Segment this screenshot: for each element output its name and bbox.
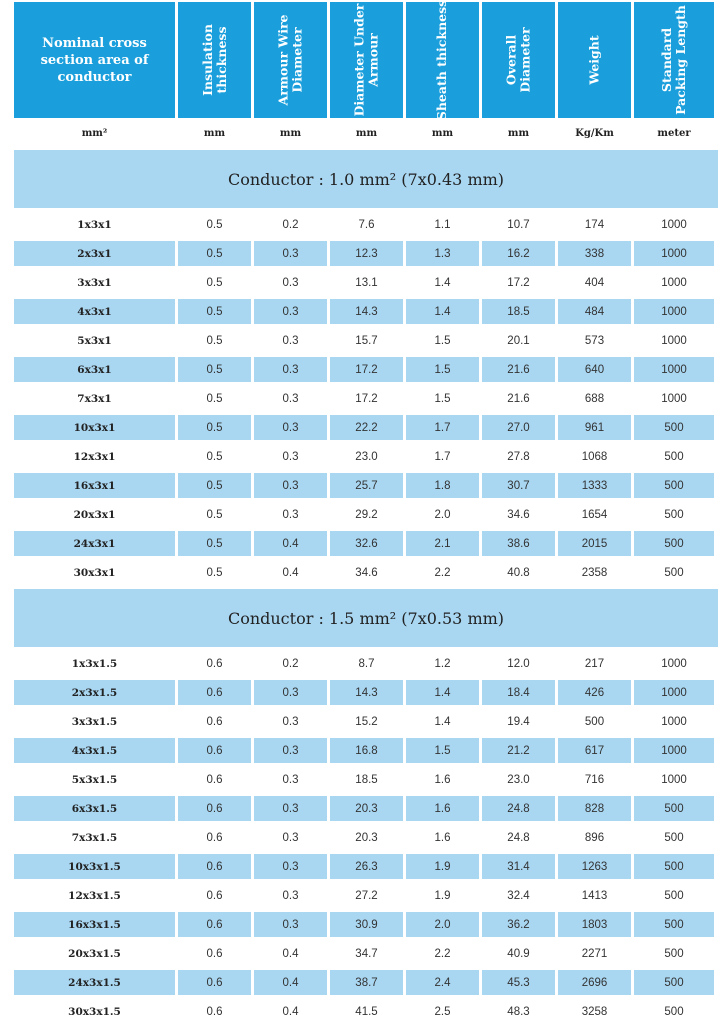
table-cell: 500 xyxy=(664,1005,684,1018)
table-row xyxy=(14,355,718,384)
row-label: 10x3x1.5 xyxy=(14,854,175,879)
section-band xyxy=(14,589,718,647)
section-title: Conductor : 1.5 mm² (7x0.53 mm) xyxy=(227,608,505,628)
table-cell: 7.6 xyxy=(358,218,375,231)
table-cell: 48.3 xyxy=(507,1005,530,1018)
table-row xyxy=(14,678,718,707)
table-cell: 34.7 xyxy=(355,947,378,960)
table-cell: 0.3 xyxy=(254,680,327,705)
table-cell: 1.6 xyxy=(434,831,451,844)
table-cell: 0.6 xyxy=(206,831,223,844)
table-cell: 961 xyxy=(558,415,631,440)
table-row xyxy=(14,239,718,268)
table-cell: 0.6 xyxy=(178,854,251,879)
table-cell: 500 xyxy=(634,415,714,440)
table-cell: 1.7 xyxy=(406,415,479,440)
table-cell: 22.2 xyxy=(330,415,403,440)
table-cell: 1000 xyxy=(661,657,687,670)
table-row xyxy=(14,765,718,794)
table-cell: 0.6 xyxy=(206,773,223,786)
table-cell: 41.5 xyxy=(355,1005,378,1018)
row-label: 7x3x1.5 xyxy=(71,831,118,844)
table-row xyxy=(14,384,718,413)
row-label: 5x3x1.5 xyxy=(71,773,118,786)
table-cell: 16.8 xyxy=(330,738,403,763)
row-label: 16x3x1 xyxy=(14,473,175,498)
table-cell: 0.6 xyxy=(178,912,251,937)
table-cell: 1000 xyxy=(634,299,714,324)
table-cell: 17.2 xyxy=(355,392,378,405)
table-cell: 19.4 xyxy=(507,715,530,728)
table-cell: 500 xyxy=(664,566,684,579)
table-cell: 1.1 xyxy=(434,218,451,231)
table-cell: 0.4 xyxy=(282,947,299,960)
table-cell: 1.4 xyxy=(406,680,479,705)
table-cell: 0.3 xyxy=(282,392,299,405)
table-cell: 10.7 xyxy=(507,218,530,231)
table-cell: 8.7 xyxy=(358,657,375,670)
table-row xyxy=(14,968,718,997)
table-cell: 500 xyxy=(634,854,714,879)
table-cell: 0.3 xyxy=(282,889,299,902)
table-cell: 18.5 xyxy=(482,299,555,324)
table-cell: 2271 xyxy=(581,947,608,960)
table-cell: 2.4 xyxy=(406,970,479,995)
table-cell: 26.3 xyxy=(330,854,403,879)
table-cell: 500 xyxy=(634,912,714,937)
table-cell: 30.9 xyxy=(330,912,403,937)
row-label: 2x3x1 xyxy=(14,241,175,266)
table-cell: 0.3 xyxy=(254,473,327,498)
table-cell: 2696 xyxy=(558,970,631,995)
row-label: 12x3x1 xyxy=(73,450,116,463)
table-cell: 34.6 xyxy=(507,508,530,521)
table-cell: 1654 xyxy=(581,508,608,521)
table-cell: 20.3 xyxy=(330,796,403,821)
table-cell: 500 xyxy=(584,715,605,728)
table-cell: 0.5 xyxy=(206,392,223,405)
table-cell: 2.5 xyxy=(434,1005,451,1018)
table-cell: 1.2 xyxy=(434,657,451,670)
table-cell: 0.5 xyxy=(178,415,251,440)
header-insulation-thickness: Insulation thickness xyxy=(178,2,251,118)
table-cell: 1.4 xyxy=(434,715,451,728)
table-cell: 45.3 xyxy=(482,970,555,995)
table-row xyxy=(14,471,718,500)
table-cell: 23.0 xyxy=(507,773,530,786)
header-overall-diameter: Overall Diameter xyxy=(482,2,555,118)
table-cell: 40.9 xyxy=(507,947,530,960)
table-cell: 0.3 xyxy=(282,715,299,728)
table-cell: 34.6 xyxy=(355,566,378,579)
table-cell: 500 xyxy=(634,970,714,995)
table-cell: 1000 xyxy=(634,680,714,705)
table-row xyxy=(14,413,718,442)
table-cell: 338 xyxy=(558,241,631,266)
units-row xyxy=(14,118,718,148)
table-row xyxy=(14,649,718,678)
unit-cell: mm xyxy=(431,127,454,139)
table-cell: 573 xyxy=(584,334,605,347)
row-label: 16x3x1.5 xyxy=(14,912,175,937)
table-cell: 500 xyxy=(664,947,684,960)
row-label: 4x3x1 xyxy=(14,299,175,324)
table-cell: 0.2 xyxy=(282,657,299,670)
table-cell: 1.8 xyxy=(406,473,479,498)
row-label: 6x3x1.5 xyxy=(14,796,175,821)
table-cell: 27.8 xyxy=(507,450,530,463)
table-header xyxy=(14,0,718,121)
table-cell: 0.3 xyxy=(282,831,299,844)
table-cell: 500 xyxy=(664,831,684,844)
table-cell: 0.3 xyxy=(282,508,299,521)
table-cell: 0.6 xyxy=(206,947,223,960)
table-cell: 0.3 xyxy=(254,299,327,324)
table-cell: 2358 xyxy=(581,566,608,579)
table-cell: 0.6 xyxy=(206,657,223,670)
table-cell: 0.5 xyxy=(178,473,251,498)
table-cell: 0.5 xyxy=(206,566,223,579)
table-cell: 0.6 xyxy=(206,889,223,902)
table-cell: 0.5 xyxy=(206,450,223,463)
table-row xyxy=(14,939,718,968)
table-cell: 1000 xyxy=(634,241,714,266)
table-cell: 27.2 xyxy=(355,889,378,902)
table-cell: 1000 xyxy=(661,334,687,347)
table-cell: 0.3 xyxy=(282,334,299,347)
header-armour-wire-diameter: Armour Wire Diameter xyxy=(254,2,327,118)
table-cell: 1.6 xyxy=(406,796,479,821)
row-label: 30x3x1.5 xyxy=(68,1005,121,1018)
table-row xyxy=(14,500,718,529)
table-row xyxy=(14,268,718,297)
table-cell: 2.0 xyxy=(406,912,479,937)
table-cell: 0.4 xyxy=(282,566,299,579)
table-row xyxy=(14,736,718,765)
table-cell: 29.2 xyxy=(355,508,378,521)
table-body xyxy=(14,150,718,1026)
table-cell: 484 xyxy=(558,299,631,324)
row-label: 12x3x1.5 xyxy=(68,889,121,902)
table-cell: 32.6 xyxy=(330,531,403,556)
table-cell: 500 xyxy=(634,531,714,556)
cable-spec-table xyxy=(14,2,718,1026)
table-row xyxy=(14,558,718,587)
table-cell: 0.4 xyxy=(282,1005,299,1018)
table-cell: 1.9 xyxy=(406,854,479,879)
table-cell: 0.5 xyxy=(206,334,223,347)
table-cell: 0.3 xyxy=(254,241,327,266)
table-cell: 1068 xyxy=(581,450,608,463)
table-cell: 1.4 xyxy=(406,299,479,324)
unit-cell: Kg/Km xyxy=(575,127,614,139)
table-cell: 1333 xyxy=(558,473,631,498)
table-cell: 0.4 xyxy=(254,970,327,995)
row-label: 24x3x1.5 xyxy=(14,970,175,995)
table-cell: 828 xyxy=(558,796,631,821)
table-cell: 0.2 xyxy=(282,218,299,231)
table-cell: 24.8 xyxy=(482,796,555,821)
table-cell: 2.1 xyxy=(406,531,479,556)
table-cell: 21.6 xyxy=(507,392,530,405)
table-cell: 716 xyxy=(584,773,605,786)
row-label: 10x3x1 xyxy=(14,415,175,440)
row-label: 1x3x1 xyxy=(77,218,112,231)
table-cell: 1803 xyxy=(558,912,631,937)
table-cell: 1.3 xyxy=(406,241,479,266)
table-cell: 2.0 xyxy=(434,508,451,521)
table-cell: 18.5 xyxy=(355,773,378,786)
table-row xyxy=(14,210,718,239)
table-cell: 16.2 xyxy=(482,241,555,266)
table-cell: 0.3 xyxy=(254,796,327,821)
table-cell: 1000 xyxy=(661,773,687,786)
table-cell: 27.0 xyxy=(482,415,555,440)
table-row xyxy=(14,852,718,881)
table-row xyxy=(14,794,718,823)
table-cell: 2.2 xyxy=(434,566,451,579)
row-label: 7x3x1 xyxy=(77,392,112,405)
table-cell: 24.8 xyxy=(507,831,530,844)
table-cell: 14.3 xyxy=(330,680,403,705)
table-cell: 15.2 xyxy=(355,715,378,728)
table-cell: 17.2 xyxy=(507,276,530,289)
table-cell: 1000 xyxy=(661,715,687,728)
table-row xyxy=(14,529,718,558)
table-row xyxy=(14,297,718,326)
table-cell: 0.6 xyxy=(178,680,251,705)
row-label: 24x3x1 xyxy=(14,531,175,556)
table-cell: 23.0 xyxy=(355,450,378,463)
table-cell: 1.5 xyxy=(406,738,479,763)
table-cell: 0.3 xyxy=(254,357,327,382)
table-cell: 1000 xyxy=(634,357,714,382)
table-row xyxy=(14,326,718,355)
table-cell: 0.3 xyxy=(254,912,327,937)
table-cell: 30.7 xyxy=(482,473,555,498)
table-cell: 12.0 xyxy=(507,657,530,670)
row-label: 20x3x1.5 xyxy=(68,947,121,960)
row-label: 1x3x1.5 xyxy=(71,657,118,670)
table-cell: 500 xyxy=(664,508,684,521)
table-cell: 0.5 xyxy=(178,357,251,382)
row-label: 20x3x1 xyxy=(73,508,116,521)
unit-cell: mm xyxy=(507,127,530,139)
table-cell: 1.5 xyxy=(434,392,451,405)
table-cell: 25.7 xyxy=(330,473,403,498)
table-cell: 0.5 xyxy=(178,531,251,556)
row-label: 2x3x1.5 xyxy=(14,680,175,705)
table-cell: 174 xyxy=(584,218,605,231)
table-cell: 31.4 xyxy=(482,854,555,879)
table-row xyxy=(14,910,718,939)
table-cell: 1263 xyxy=(558,854,631,879)
table-cell: 640 xyxy=(558,357,631,382)
table-cell: 404 xyxy=(584,276,605,289)
table-cell: 1.9 xyxy=(434,889,451,902)
table-cell: 17.2 xyxy=(330,357,403,382)
unit-cell: mm xyxy=(203,127,226,139)
unit-cell: meter xyxy=(657,127,691,139)
table-cell: 1000 xyxy=(634,738,714,763)
unit-cell: mm xyxy=(355,127,378,139)
table-cell: 38.6 xyxy=(482,531,555,556)
table-cell: 0.5 xyxy=(206,276,223,289)
table-cell: 0.3 xyxy=(282,450,299,463)
table-cell: 14.3 xyxy=(330,299,403,324)
table-cell: 32.4 xyxy=(507,889,530,902)
table-cell: 896 xyxy=(584,831,605,844)
table-cell: 500 xyxy=(664,889,684,902)
table-cell: 1.5 xyxy=(434,334,451,347)
table-cell: 38.7 xyxy=(330,970,403,995)
section-title: Conductor : 1.0 mm² (7x0.43 mm) xyxy=(227,169,505,189)
table-cell: 500 xyxy=(664,450,684,463)
table-cell: 0.3 xyxy=(254,854,327,879)
table-cell: 0.5 xyxy=(178,241,251,266)
table-cell: 0.5 xyxy=(206,218,223,231)
table-cell: 1000 xyxy=(661,218,687,231)
table-cell: 1413 xyxy=(581,889,608,902)
table-cell: 0.6 xyxy=(178,738,251,763)
table-cell: 15.7 xyxy=(355,334,378,347)
unit-cell: mm xyxy=(279,127,302,139)
table-cell: 0.6 xyxy=(206,1005,223,1018)
table-cell: 0.6 xyxy=(206,715,223,728)
table-cell: 0.3 xyxy=(254,415,327,440)
row-label: 3x3x1.5 xyxy=(71,715,118,728)
table-row xyxy=(14,707,718,736)
table-cell: 1.7 xyxy=(434,450,451,463)
row-label: 30x3x1 xyxy=(73,566,116,579)
row-label: 3x3x1 xyxy=(77,276,112,289)
table-cell: 0.5 xyxy=(178,299,251,324)
table-cell: 426 xyxy=(558,680,631,705)
table-cell: 0.6 xyxy=(178,796,251,821)
table-cell: 500 xyxy=(634,473,714,498)
table-cell: 0.3 xyxy=(254,738,327,763)
header-sheath-thickness: Sheath thickness xyxy=(406,2,479,118)
table-cell: 0.4 xyxy=(254,531,327,556)
table-cell: 2015 xyxy=(558,531,631,556)
table-cell: 21.2 xyxy=(482,738,555,763)
section-band xyxy=(14,150,718,208)
table-cell: 1000 xyxy=(661,276,687,289)
table-cell: 36.2 xyxy=(482,912,555,937)
table-cell: 0.6 xyxy=(178,970,251,995)
table-cell: 1.6 xyxy=(434,773,451,786)
table-cell: 688 xyxy=(584,392,605,405)
unit-cell: mm² xyxy=(81,127,108,139)
table-row xyxy=(14,997,718,1026)
table-cell: 617 xyxy=(558,738,631,763)
table-cell: 18.4 xyxy=(482,680,555,705)
table-cell: 20.3 xyxy=(355,831,378,844)
row-label: 6x3x1 xyxy=(14,357,175,382)
header-weight: Weight xyxy=(558,2,631,118)
table-cell: 1.4 xyxy=(434,276,451,289)
table-cell: 40.8 xyxy=(507,566,530,579)
row-label: 5x3x1 xyxy=(77,334,112,347)
table-cell: 0.5 xyxy=(206,508,223,521)
row-label: 4x3x1.5 xyxy=(14,738,175,763)
table-cell: 0.3 xyxy=(282,276,299,289)
table-cell: 13.1 xyxy=(355,276,378,289)
table-cell: 1.5 xyxy=(406,357,479,382)
table-cell: 1000 xyxy=(661,392,687,405)
table-row xyxy=(14,881,718,910)
table-cell: 21.6 xyxy=(482,357,555,382)
header-diameter-under-armour: Diameter Under Armour xyxy=(330,2,403,118)
table-row xyxy=(14,823,718,852)
table-cell: 2.2 xyxy=(434,947,451,960)
header-packing-length: Standard Packing Length xyxy=(634,2,714,118)
table-cell: 20.1 xyxy=(507,334,530,347)
header-cross-section: Nominal cross section area of conductor xyxy=(14,2,175,118)
table-cell: 500 xyxy=(634,796,714,821)
table-row xyxy=(14,442,718,471)
table-cell: 0.3 xyxy=(282,773,299,786)
table-cell: 3258 xyxy=(581,1005,608,1018)
table-cell: 12.3 xyxy=(330,241,403,266)
table-cell: 217 xyxy=(584,657,605,670)
